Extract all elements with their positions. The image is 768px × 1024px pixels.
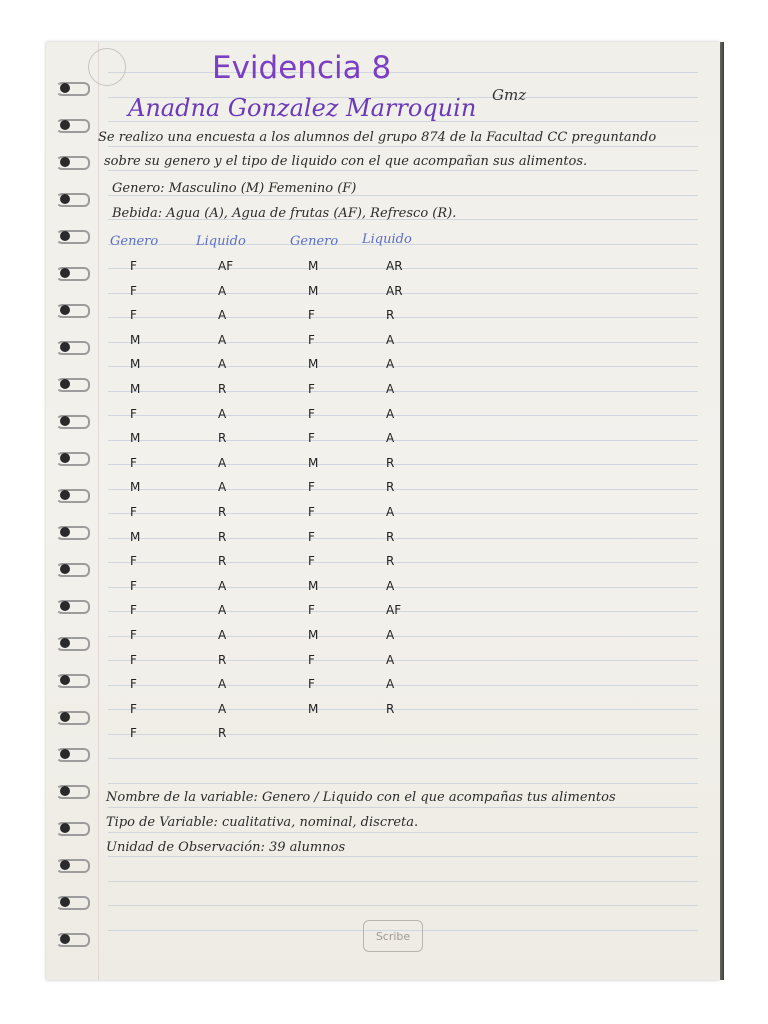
liquido-cell: A [218, 480, 227, 495]
ruled-line [108, 856, 698, 857]
spiral-ring-icon [46, 376, 84, 392]
genero-cell: F [308, 332, 315, 347]
genero-cell: F [130, 628, 137, 642]
genero-cell: M [308, 283, 319, 298]
spiral-ring-icon [46, 413, 84, 429]
ruled-line [108, 783, 698, 784]
ruled-line [108, 342, 698, 343]
genero-cell: M [130, 480, 141, 495]
spiral-ring-icon [46, 561, 84, 577]
ruled-line [108, 72, 698, 73]
genero-cell: M [130, 431, 141, 446]
liquido-cell: A [386, 652, 395, 667]
ruled-line [108, 734, 698, 735]
header-genero-2: Genero [290, 234, 339, 249]
liquido-cell: A [218, 357, 227, 372]
liquido-cell: A [386, 357, 395, 372]
liquido-cell: A [386, 628, 395, 642]
ruled-line [108, 758, 698, 759]
genero-cell: F [308, 529, 315, 544]
ruled-line [108, 905, 698, 906]
genero-cell: M [308, 628, 319, 642]
genero-cell: F [130, 259, 137, 273]
liquido-cell: A [218, 283, 227, 298]
ruled-line [108, 146, 698, 147]
genero-cell: M [308, 578, 319, 593]
liquido-cell: R [218, 529, 227, 544]
genero-cell: M [130, 357, 141, 372]
liquido-cell: A [218, 628, 227, 642]
liquido-cell: A [218, 332, 227, 347]
liquido-cell: A [218, 578, 227, 593]
spiral-ring-icon [46, 709, 84, 725]
ruled-line [108, 832, 698, 833]
spiral-ring-icon [46, 302, 84, 318]
liquido-cell: A [218, 677, 227, 692]
ruled-line [108, 709, 698, 710]
liquido-cell: A [386, 677, 395, 692]
ruled-line [108, 317, 698, 318]
spiral-ring-icon [46, 450, 84, 466]
spiral-ring-icon [46, 820, 84, 836]
genero-cell: F [130, 701, 137, 716]
liquido-cell: A [218, 701, 227, 716]
bebida-legend: Bebida: Agua (A), Agua de frutas (AF), Refresco (R). [112, 206, 457, 221]
ruled-line [108, 660, 698, 661]
liquido-cell: AR [386, 283, 403, 298]
spiral-ring-icon [46, 857, 84, 873]
liquido-cell: AF [386, 603, 402, 618]
liquido-cell: A [386, 406, 395, 421]
liquido-cell: A [218, 308, 227, 323]
genero-cell: M [130, 332, 141, 347]
author-name: Anadna Gonzalez Marroquin [128, 94, 477, 122]
ruled-line [108, 268, 698, 269]
page-title: Evidencia 8 [212, 50, 392, 86]
liquido-cell: R [218, 554, 227, 569]
ruled-line [108, 611, 698, 612]
liquido-cell: R [218, 726, 227, 741]
liquido-cell: R [218, 431, 227, 446]
variable-name: Nombre de la variable: Genero / Liquido con el que acompañas tus alimentos [106, 790, 616, 805]
spiral-ring-icon [46, 191, 84, 207]
liquido-cell: R [386, 701, 395, 716]
ruled-line [108, 489, 698, 490]
variable-type: Tipo de Variable: cualitativa, nominal, discreta. [106, 815, 419, 830]
ruled-line [108, 293, 698, 294]
liquido-cell: R [386, 529, 395, 544]
liquido-cell: A [386, 578, 395, 593]
spiral-ring-icon [46, 931, 84, 947]
page-margin-line [98, 42, 99, 980]
liquido-cell: R [386, 480, 395, 495]
liquido-cell: A [386, 431, 395, 446]
genero-cell: F [130, 652, 137, 667]
genero-cell: F [308, 603, 315, 618]
spiral-ring-icon [46, 80, 84, 96]
genero-cell: F [130, 554, 137, 569]
genero-cell: F [130, 455, 137, 470]
liquido-cell: A [386, 505, 395, 519]
liquido-cell: A [218, 406, 227, 421]
liquido-cell: R [386, 455, 395, 470]
genero-cell: F [308, 308, 315, 323]
header-liquido-1: Liquido [196, 234, 246, 249]
header-liquido-2: Liquido [362, 232, 412, 247]
ruled-line [108, 440, 698, 441]
liquido-cell: AF [218, 259, 234, 273]
spiral-ring-icon [46, 265, 84, 281]
spiral-ring-icon [46, 228, 84, 244]
spiral-ring-icon [46, 117, 84, 133]
liquido-cell: A [218, 455, 227, 470]
genero-cell: F [130, 308, 137, 323]
liquido-cell: A [218, 603, 227, 618]
liquido-cell: R [386, 308, 395, 323]
ruled-line [108, 170, 698, 171]
liquido-cell: A [386, 382, 395, 396]
liquido-cell: A [386, 332, 395, 347]
spiral-ring-icon [46, 783, 84, 799]
spiral-ring-icon [46, 524, 84, 540]
header-genero-1: Genero [110, 234, 159, 249]
ruled-line [108, 636, 698, 637]
genero-cell: F [308, 554, 315, 569]
ruled-line [108, 562, 698, 563]
genero-cell: F [308, 382, 315, 396]
spiral-ring-icon [46, 672, 84, 688]
genero-legend: Genero: Masculino (M) Femenino (F) [112, 181, 357, 196]
genero-cell: F [308, 480, 315, 495]
ruled-line [108, 685, 698, 686]
spiral-ring-icon [46, 746, 84, 762]
genero-cell: F [308, 505, 315, 519]
intro-line-1: Se realizo una encuesta a los alumnos del grupo 874 de la Facultad CC preguntando [98, 130, 657, 145]
genero-cell: F [130, 677, 137, 692]
spiral-ring-icon [46, 635, 84, 651]
spiral-ring-icon [46, 598, 84, 614]
genero-cell: F [130, 578, 137, 593]
liquido-cell: R [218, 505, 227, 519]
genero-cell: M [130, 529, 141, 544]
genero-cell: F [308, 406, 315, 421]
genero-cell: M [308, 701, 319, 716]
genero-cell: F [130, 406, 137, 421]
observation-unit: Unidad de Observación: 39 alumnos [106, 840, 346, 855]
spiral-ring-icon [46, 487, 84, 503]
ruled-line [108, 391, 698, 392]
spiral-ring-icon [46, 154, 84, 170]
genero-cell: F [130, 505, 137, 519]
ruled-line [108, 366, 698, 367]
ruled-line [108, 587, 698, 588]
intro-line-2: sobre su genero y el tipo de liquido con el que acompañan sus alimentos. [104, 154, 588, 169]
spiral-ring-icon [46, 339, 84, 355]
genero-cell: F [130, 726, 137, 741]
liquido-cell: R [386, 554, 395, 569]
signature: Gmz [492, 86, 527, 104]
genero-cell: F [130, 603, 137, 618]
genero-cell: F [308, 652, 315, 667]
liquido-cell: R [218, 652, 227, 667]
scribe-logo-icon [363, 920, 423, 952]
notebook-brand: Scribe [375, 929, 411, 943]
genero-cell: M [308, 357, 319, 372]
ruled-line [108, 807, 698, 808]
spiral-ring-icon [46, 894, 84, 910]
doodle-icon [88, 48, 126, 86]
genero-cell: F [308, 677, 315, 692]
ruled-line [108, 464, 698, 465]
genero-cell: F [130, 283, 137, 298]
genero-cell: M [308, 259, 319, 273]
ruled-line [108, 538, 698, 539]
genero-cell: F [308, 431, 315, 446]
ruled-line [108, 513, 698, 514]
liquido-cell: R [218, 382, 227, 396]
liquido-cell: AR [386, 259, 403, 273]
genero-cell: M [308, 455, 319, 470]
ruled-line [108, 881, 698, 882]
ruled-line [108, 415, 698, 416]
genero-cell: M [130, 382, 141, 396]
